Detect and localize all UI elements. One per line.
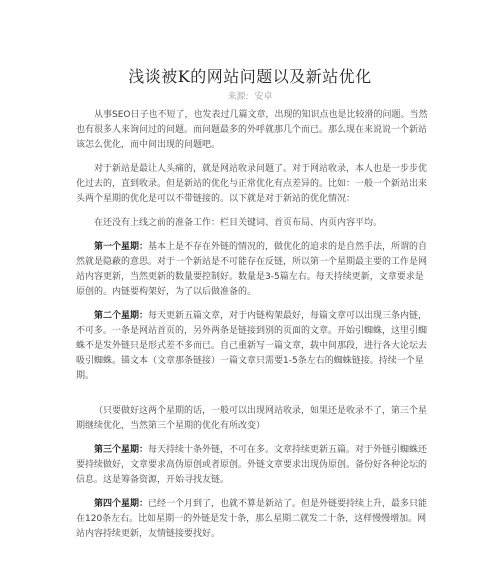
article-body	[76, 108, 428, 548]
paragraph	[76, 497, 428, 542]
source-label: 来源:	[227, 92, 249, 102]
article-source	[0, 89, 500, 102]
paragraph-text: 每天持续十条外链，不可在多。文章持续更新五篇。对于外链引蜘蛛还要持续做好，文章要求高伪原创或者原创。外链文章要求出现伪原创。备份好各种论坛的信息。这是筹备资源，开始寻找友链。	[76, 445, 428, 485]
paragraph-text: 在还没有上线之前的准备工作：栏目关键词、首页布局、内页内容平均。	[94, 218, 383, 228]
paragraph-text: 基本上是不存在外链的情况的，做优化的追求的是自然手法，所谓的自然就是隐蔽的意思。对于一个新站是不可能存在反链，所以第一个星期最主要的工作是网站内容更新，当然更新的数量要控制好。数量是3-5篇左右。每天持续更新，文章要求是原创的。内链要构架好，为了以后做准备的。	[76, 242, 428, 297]
paragraph-lead: 第四个星期：	[94, 499, 149, 509]
paragraph-text: 每天更新五篇文章，对于内链构架最好，每篇文章可以出现三条内链，不可多。一条是网站首页的，另外两条是链接到别的页面的文章。开始引蜘蛛，这里引蜘蛛不是发外链只是形式差不多而已。自己重新写一篇文章，载中间那段，进行各大论坛去吸引蜘蛛。锚文本（文章那条链接）一篇文章只需要1-5条左右的蜘蛛链接。持续一个星期。	[76, 311, 428, 381]
paragraph	[76, 443, 428, 488]
paragraph	[76, 404, 428, 434]
paragraph	[76, 108, 428, 153]
paragraph	[76, 309, 428, 384]
paragraph	[76, 162, 428, 207]
article-title: 浅谈被K的网站问题以及新站优化	[128, 67, 372, 86]
paragraph-lead: 第一个星期：	[94, 242, 149, 252]
paragraph-text: 已经一个月到了，也就不算是新站了。但是外链要持续上升，最多只能在120条左右。比如星期一的外链是发十条，那么星期二就发二十条，这样慢慢增加。网站内容持续更新，友情链接要找好。	[76, 499, 428, 539]
paragraph-text: （只要做好这两个星期的话，一般可以出现网站收录，如果还是收录不了，第三个星期继续优化，当然第三个星期的优化有所改变）	[76, 406, 428, 431]
source-value: 安卓	[254, 92, 273, 102]
paragraph-text: 对于新站是最让人头痛的，就是网站收录问题了。对于网站收录，本人也是一步步优化过去的，直到收录。但是新站的优化与正常优化有点差异的。比如：一般一个新站出来头两个星期的优化是可以不带链接的。以下就是对于新站的优化情况：	[76, 164, 428, 204]
paragraph	[76, 240, 428, 300]
paragraph	[76, 216, 428, 231]
paragraph-lead: 第三个星期：	[94, 445, 149, 455]
paragraph-text: 从事SEO日子也不短了，也发表过几篇文章，出现的知识点也是比较滑的问题。当然也有很多人来询问过的问题。而问题最多的外呼就那几个而已。那么现在来说说一个新站该怎么优化，而中间出现的问题吧。	[76, 110, 428, 150]
paragraph-lead: 第二个星期：	[94, 311, 149, 321]
